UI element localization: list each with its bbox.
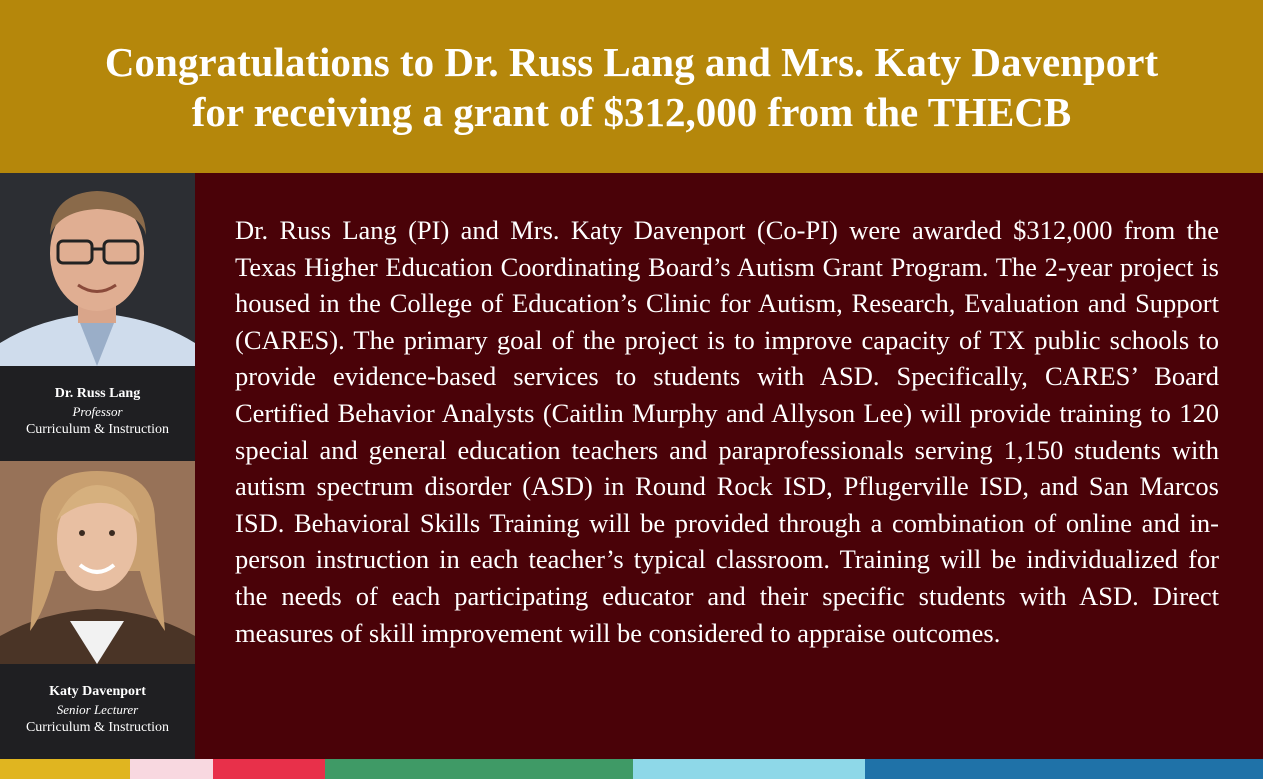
portrait-russ-lang: [0, 173, 195, 366]
stripe-2: [130, 759, 213, 779]
person-title: Professor: [72, 404, 123, 419]
portrait-katy-davenport: [0, 461, 195, 664]
header-banner: [0, 0, 1263, 173]
announcement-body: Dr. Russ Lang (PI) and Mrs. Katy Davenport (Co-PI) were awarded $312,000 from the Texas Higher Education Coordinating Board’s Autism Grant Program. The 2-year project is housed in the College of Education’s Clinic for Autism, Research, Evaluation and Support (CARES). The primary goal of the project is to improve capacity of TX public schools to provide evidence-based services to students with ASD. Specifically, CARES’ Board Certified Behavior Analysts (Caitlin Murphy and Allyson Lee) will provide training to 120 special and general education teachers and paraprofessionals serving 1,150 students with autism spectrum disorder (ASD) in Round Rock ISD, Pflugerville ISD, and San Marcos ISD. Behavioral Skills Training will be provided through a combination of online and in-person instruction in each teacher’s typical classroom. Training will be individualized for the needs of each participating educator and their specific students with ASD. Direct measures of skill improvement will be considered to appraise outcomes.: [235, 215, 1219, 648]
stripe-4: [325, 759, 633, 779]
title-line-2: for receiving a grant of $312,000 from the THECB: [191, 88, 1072, 135]
person-name: Katy Davenport: [49, 684, 146, 699]
people-sidebar: [0, 173, 195, 759]
page-title: [105, 37, 1158, 137]
person-name: Dr. Russ Lang: [54, 386, 141, 401]
stripe-5: [633, 759, 865, 779]
stripe-3: [213, 759, 325, 779]
person-department: Curriculum & Instruction: [25, 422, 170, 437]
caption-russ-lang: [0, 385, 195, 439]
title-line-1: Congratulations to Dr. Russ Lang and Mrs. Katy Davenport: [104, 38, 1159, 85]
stripe-1: [0, 759, 130, 779]
color-stripe-bar: [0, 759, 1263, 779]
person-department: Curriculum & Instruction: [25, 720, 170, 735]
stripe-6: [865, 759, 1263, 779]
person-title: Senior Lecturer: [56, 702, 139, 717]
caption-katy-davenport: [0, 683, 195, 737]
